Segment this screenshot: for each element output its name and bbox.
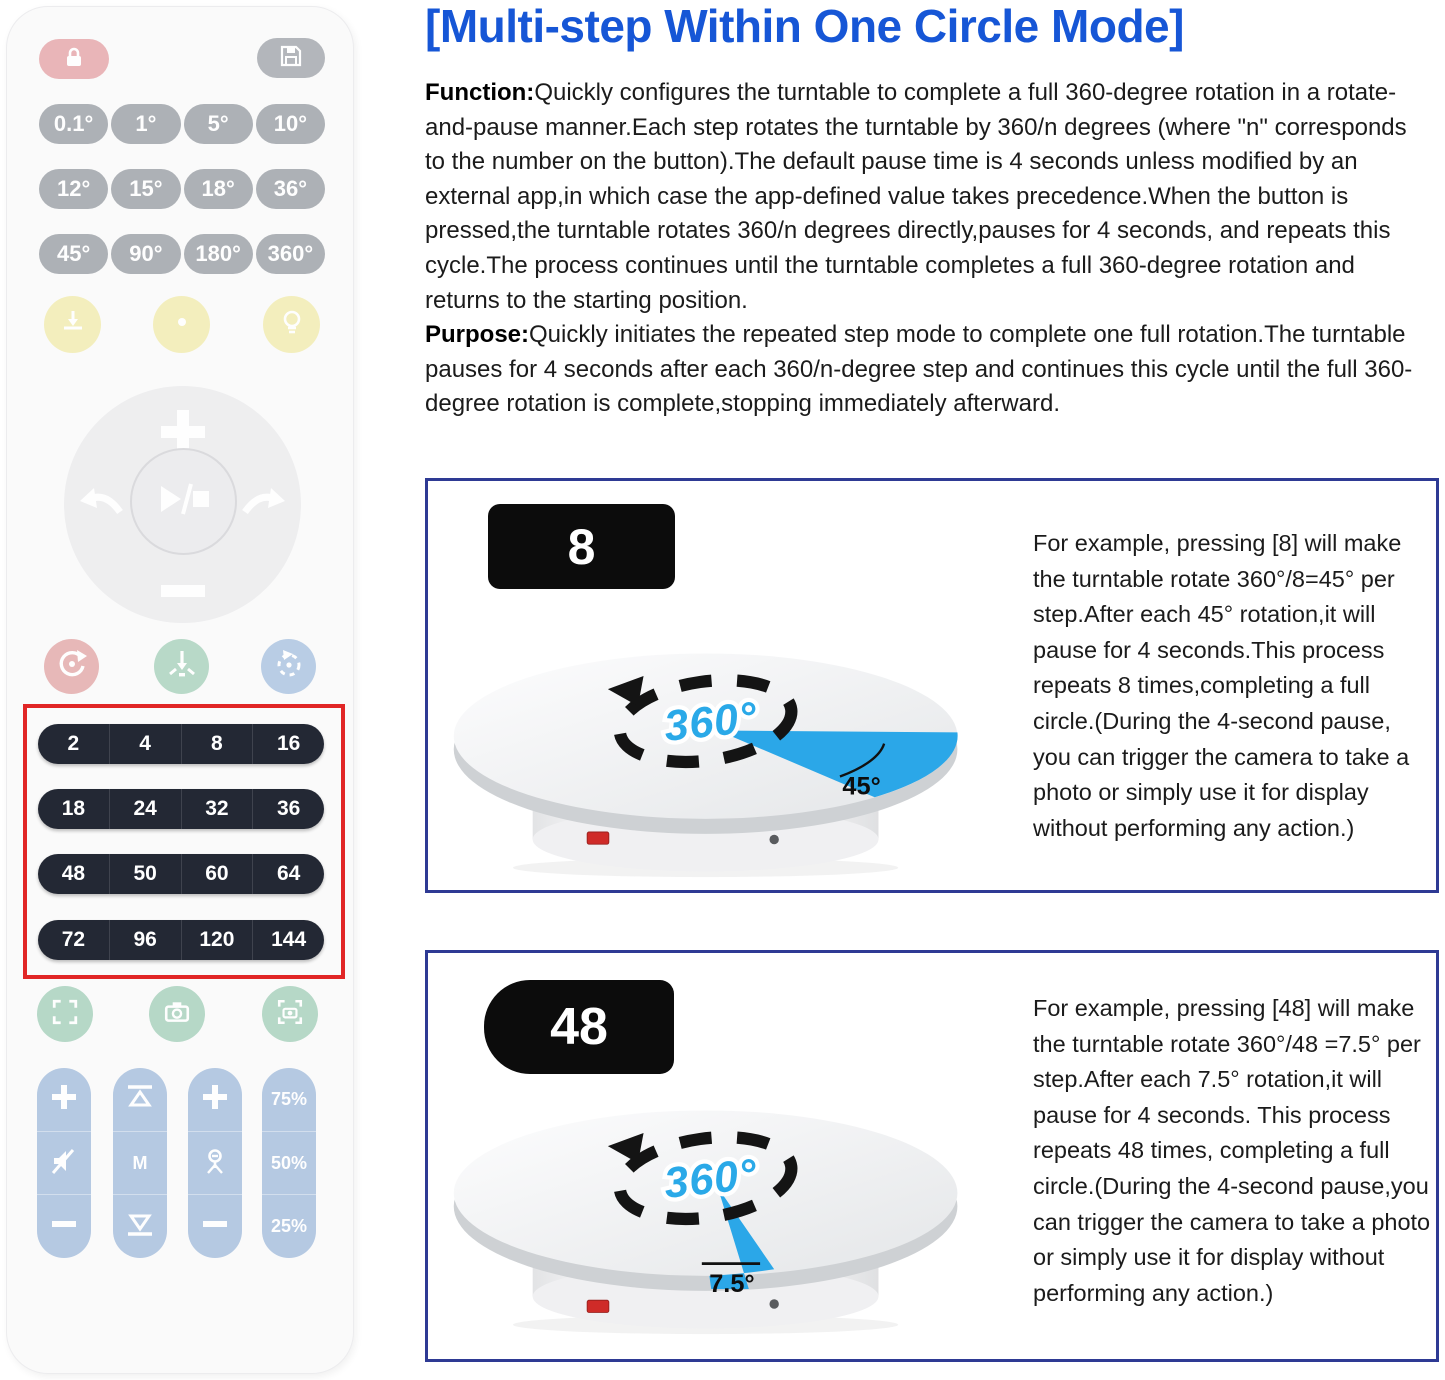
step-button: 50 [109,854,181,894]
angle-button: 45° [39,234,108,274]
play-stop-icon [155,481,213,522]
angle-button: 1° [111,104,180,144]
example-panel-8 [425,478,1439,893]
center-position-button [154,639,209,694]
step-button: 48 [61,862,86,885]
purpose-paragraph [425,318,1433,422]
rotate-dashed-icon [274,649,304,684]
plus-icon [49,1082,79,1117]
volume-column [37,1068,91,1258]
function-paragraph [425,76,1433,318]
example-panel-48 [425,950,1439,1362]
frame-button [37,986,93,1042]
key-8-image [488,504,675,589]
percent-75-button: 75% [270,1088,308,1109]
mic-minus-button [188,1194,242,1258]
photo-frame-button [262,986,318,1042]
angle-row-3 [39,234,325,274]
angle-row-2 [39,169,325,209]
key-48-label: 48 [550,998,608,1056]
purpose-body: Quickly initiates the repeated step mode to complete one full rotation.The turntable pauses for 4 seconds after each 360/n-degree step and continues this cycle until the full 360-degree rotation is complete,stopping immediately afterward. [425,321,1413,418]
angle-row-1 [39,104,325,144]
mic-button [188,1131,242,1195]
camera-in-frame-icon [276,998,304,1031]
angle-button: 15° [111,169,180,209]
rotate-left-arrow-icon [80,486,124,525]
plus-icon [200,1082,230,1117]
function-label: Function: [425,79,535,106]
power-led [587,832,609,844]
step-row-2 [38,789,324,829]
to-end-button [113,1194,167,1258]
percent-50-button: 50% [262,1131,316,1195]
percent-25-button: 25% [262,1194,316,1258]
center-down-icon [167,649,197,684]
angle-button: 36° [256,169,325,209]
angle-button: 18° [184,169,253,209]
step-button: 120 [181,920,253,960]
triangle-up-line-icon [125,1083,155,1116]
step-button: 96 [109,920,181,960]
step-button: 144 [252,920,324,960]
angle-button: 5° [184,104,253,144]
turntable-illustration-45 [450,644,995,884]
rotate-right-arrow-icon [241,486,285,525]
step-button: 72 [61,928,86,951]
purpose-label: Purpose: [425,321,530,349]
to-start-button [113,1068,167,1131]
mic-plus-button [188,1068,242,1131]
step-button: 4 [109,724,181,764]
volume-plus-button [37,1068,91,1131]
mic-column [188,1068,242,1258]
step-angle-label: 45° [842,772,881,801]
lock-icon [61,44,87,75]
camera-icon [163,998,191,1031]
lock-button [39,39,109,79]
step-row-1 [38,724,324,764]
step-button: 16 [252,724,324,764]
volume-minus-button [37,1194,91,1258]
step-row-3 [38,854,324,894]
step-button: 18 [61,797,86,820]
rotation-control-pad [64,386,301,623]
step-button: 60 [181,854,253,894]
angle-button: 360° [256,234,325,274]
description-text [425,76,1433,422]
step-button: 32 [181,789,253,829]
power-led [587,1300,609,1312]
step-button: 64 [252,854,324,894]
rotation-360-label: 360° [661,1150,760,1208]
step-button: 36 [252,789,324,829]
mode-column [113,1068,167,1258]
sensor-dot [769,1299,778,1308]
key-48-image [484,980,674,1074]
rotate-ccw-icon [57,649,87,684]
step-angle-label: 7.5° [709,1269,755,1298]
mic-icon [200,1146,230,1181]
step-rotation-button [261,639,316,694]
mute-button [37,1131,91,1195]
bulb-icon [278,308,306,341]
photo-button [149,986,205,1042]
function-body: Quickly configures the turntable to complete a full 360-degree rotation in a rotate-and-pause manner.Each step rotates the turntable by 360/n degrees (where "n" corresponds to the number on the button).The default pause time is 4 seconds unless modified by an external app,in which case the app-defined value takes precedence.When the button is pressed,the turntable rotates 360/n degrees directly,pauses for 4 seconds, and repeats this cycle.The process continues until the turntable completes a full 360-degree rotation and returns to the starting position. [425,79,1407,314]
angle-button: 0.1° [39,104,108,144]
minus-icon [49,1209,79,1244]
mode-button: M [113,1131,167,1195]
save-icon [278,43,304,74]
frame-brackets-icon [51,998,79,1031]
dot-icon [168,308,196,341]
step-button: 2 [67,732,80,755]
angle-button: 90° [111,234,180,274]
example-8-text: For example, pressing [8] will make the turntable rotate 360°/8=45° per step.After each 45° rotation,it will pause for 4 seconds.This process repeats 8 times,completing a full circle.(During the 4-second pause, you can trigger the camera to take a photo or simply use it for display without performing any action.) [1033,530,1410,841]
play-stop-button [130,448,237,555]
point-button [153,296,210,353]
light-button [263,296,320,353]
reset-rotation-button [44,639,99,694]
step-button: 8 [181,724,253,764]
turntable-illustration-7-5 [450,1101,995,1341]
rotation-360-label: 360° [661,693,760,751]
page-title: [Multi-step Within One Circle Mode] [425,0,1184,52]
key-8-label: 8 [567,518,596,575]
sensor-dot [769,835,778,844]
minus-icon [200,1209,230,1244]
percent-column [262,1068,316,1258]
angle-button: 180° [184,234,253,274]
example-48-text: For example, pressing [48] will make the turntable rotate 360°/48 =7.5° per step.After each 7.5° rotation,it will pause for 4 seconds. This process repeats 48 times, completing a full circle.(During the 4-second pause,you can trigger the camera to take a photo or simply use it for display without performing any action.) [1033,995,1431,1306]
triangle-down-line-icon [125,1210,155,1243]
step-button: 24 [109,789,181,829]
step-row-4 [38,920,324,960]
mute-icon [49,1146,79,1181]
dock-down-button [44,296,101,353]
arrow-down-to-line-icon [59,308,87,341]
speed-minus-icon [155,584,211,603]
angle-button: 10° [256,104,325,144]
remote-control-image [6,6,354,1374]
save-button [257,38,325,78]
angle-button: 12° [39,169,108,209]
